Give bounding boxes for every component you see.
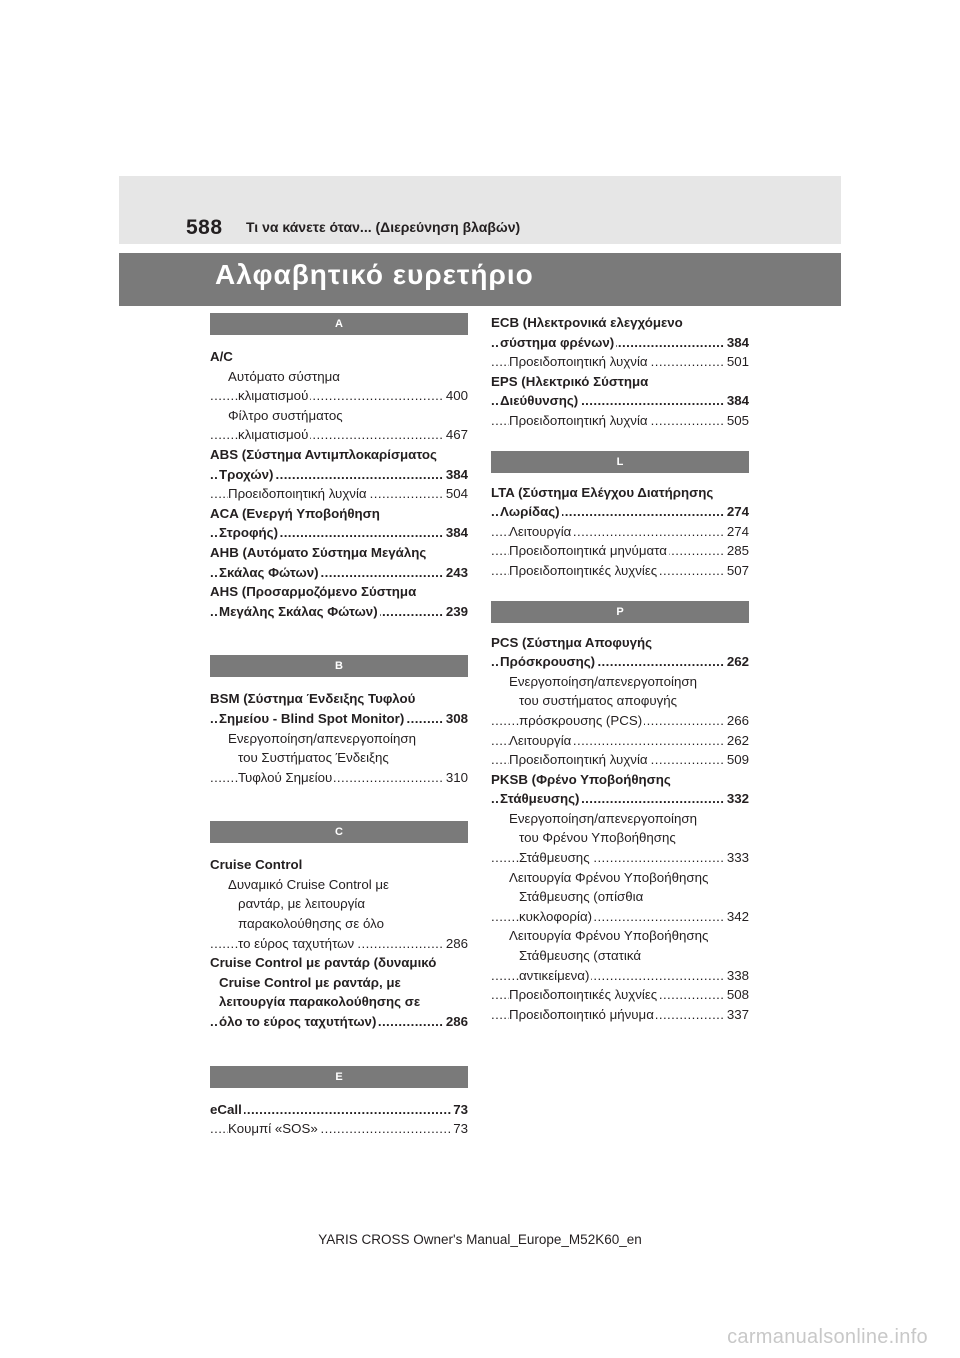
index-entry — [491, 541, 749, 561]
section-letter-bar: A — [210, 313, 468, 335]
index-entry-text: Στάθμευσης (στατικά — [519, 948, 642, 964]
index-entry — [210, 523, 468, 543]
index-entry — [491, 789, 749, 809]
section-letter-bar: P — [491, 601, 749, 623]
index-entry — [491, 809, 749, 829]
chapter-title: Τι να κάνετε όταν... (Διερεύνηση βλαβών) — [246, 219, 521, 235]
index-entry-text: Προειδοποιητικό μήνυμα — [509, 1006, 654, 1022]
index-entry-page: 467 — [444, 425, 468, 445]
index-entry-text: EPS (Ηλεκτρικό Σύστημα — [491, 373, 649, 389]
index-entry — [210, 543, 468, 563]
index-entry — [491, 750, 749, 770]
index-entry — [491, 985, 749, 1005]
index-entry-text: Διεύθυνσης) — [500, 393, 579, 409]
index-entry-text: Ενεργοποίηση/απενεργοποίηση — [228, 730, 417, 746]
index-entry-text: AHB (Αυτόματο Σύστημα Μεγάλης — [210, 544, 427, 560]
index-entry-text: PKSB (Φρένο Υποβοήθησης — [491, 771, 671, 787]
index-entry — [491, 391, 749, 411]
index-entry — [210, 445, 468, 465]
index-entry-page: 338 — [725, 966, 749, 986]
index-entry — [210, 386, 468, 406]
index-entry-text: Στροφής) — [219, 525, 279, 541]
index-entry-page: 333 — [725, 848, 749, 868]
index-entry — [491, 868, 749, 888]
index-entry-page: 384 — [725, 391, 749, 411]
index-entry — [491, 652, 749, 672]
index-entry-text: A/C — [210, 349, 233, 364]
index-entry-text: Cruise Control με ραντάρ (δυναμικό — [210, 955, 437, 971]
index-entry — [491, 731, 749, 751]
index-entry-text: ACA (Ενεργή Υποβοήθηση — [210, 505, 380, 521]
index-entry — [210, 914, 468, 934]
index-entry — [210, 465, 468, 485]
index-entry-text: Δυναμικό Cruise Control με — [228, 876, 389, 892]
index-entry-text: Λωρίδας) — [500, 504, 560, 520]
index-entry-text: Προειδοποιητικές λυχνίες — [509, 987, 658, 1003]
index-entry-page: 342 — [725, 907, 749, 927]
index-entry — [491, 561, 749, 581]
index-entry-text: ECB (Ηλεκτρονικά ελεγχόμενο — [491, 315, 683, 330]
index-entry-text: Λειτουργία — [509, 732, 572, 748]
index-entry-text: Κουμπί «SOS» — [228, 1121, 318, 1137]
index-entry — [210, 689, 468, 709]
index-entry-page: 274 — [725, 522, 749, 542]
index-entry — [210, 484, 468, 504]
index-entry — [210, 1012, 468, 1032]
index-entry-page: 505 — [725, 411, 749, 431]
index-entry — [210, 425, 468, 445]
index-entry-text: Προειδοποιητική λυχνία — [509, 752, 648, 768]
section-letter-bar: E — [210, 1066, 468, 1088]
index-entry-text: PCS (Σύστημα Αποφυγής — [491, 634, 653, 650]
index-entry-text: Προειδοποιητική λυχνία — [509, 354, 648, 370]
index-entry-text: το εύρος ταχυτήτων — [238, 935, 355, 951]
index-entry — [491, 633, 749, 653]
index-entry — [210, 934, 468, 954]
index-entry — [491, 1005, 749, 1025]
index-entry — [491, 372, 749, 392]
index-entry-page: 384 — [725, 333, 749, 353]
index-entry-text: LTA (Σύστημα Ελέγχου Διατήρησης — [491, 484, 714, 500]
index-entry-text: του συστήματος αποφυγής — [519, 693, 678, 709]
index-entry-text: ραντάρ, με λειτουργία — [238, 896, 366, 912]
index-entry — [210, 602, 468, 622]
index-column-left — [210, 313, 468, 1139]
index-entry-page: 507 — [725, 561, 749, 581]
index-entry-text: κλιματισμού — [238, 388, 309, 404]
page-number: 588 — [186, 216, 223, 239]
index-entry — [210, 709, 468, 729]
index-entry-text: BSM (Σύστημα Ένδειξης Τυφλού — [210, 691, 416, 707]
index-entry — [491, 711, 749, 731]
index-entry-text: Λειτουργία Φρένου Υποβοήθησης — [509, 869, 709, 885]
index-entry — [491, 313, 749, 333]
index-entry — [210, 367, 468, 387]
index-entry — [210, 347, 468, 367]
index-entry-text: Ενεργοποίηση/απενεργοποίηση — [509, 673, 698, 689]
index-entry-page: 73 — [451, 1100, 468, 1120]
index-entry-text: Προειδοποιητικά μηνύματα — [509, 543, 667, 559]
index-entry-text: Προειδοποιητική λυχνία — [509, 412, 648, 428]
index-entry-text: σύστημα φρένων) — [500, 334, 615, 350]
index-entry — [491, 907, 749, 927]
index-entry-text: Στάθμευσης) — [500, 791, 580, 807]
index-entry-text: Προειδοποιητικές λυχνίες — [509, 562, 658, 578]
index-entry-page: 243 — [444, 563, 468, 583]
index-entry-text: Cruise Control με ραντάρ, με — [219, 974, 401, 990]
index-entry-text: Τυφλού Σημείου — [238, 769, 333, 785]
index-entry — [210, 406, 468, 426]
index-entry-text: Λειτουργία Φρένου Υποβοήθησης — [509, 928, 709, 944]
index-entry — [491, 848, 749, 868]
index-entry — [491, 770, 749, 790]
index-entry-page: 239 — [444, 602, 468, 622]
index-entry — [210, 563, 468, 583]
page-heading: Αλφαβητικό ευρετήριο — [215, 259, 534, 290]
index-entry-page: 73 — [451, 1119, 468, 1139]
index-entry — [210, 748, 468, 768]
index-entry-text: Στάθμευσης — [519, 850, 590, 866]
index-entry-page: 337 — [725, 1005, 749, 1025]
index-entry-page: 400 — [444, 386, 468, 406]
index-entry — [210, 992, 468, 1012]
index-entry-page: 266 — [725, 711, 749, 731]
index-entry — [210, 855, 468, 875]
index-entry-text: Λειτουργία — [509, 523, 572, 539]
index-entry-page: 384 — [444, 465, 468, 485]
index-entry-page: 310 — [444, 768, 468, 788]
index-entry-text: Προειδοποιητική λυχνία — [228, 486, 367, 502]
index-entry-page: 286 — [444, 1012, 468, 1032]
index-entry-text: Σημείου - Blind Spot Monitor) — [219, 710, 405, 726]
index-entry — [491, 926, 749, 946]
index-entry-text: Τροχών) — [219, 466, 274, 482]
index-entry — [491, 502, 749, 522]
index-entry — [210, 768, 468, 788]
index-entry-page: 384 — [444, 523, 468, 543]
index-entry-text: AHS (Προσαρμοζόμενο Σύστημα — [210, 584, 417, 600]
index-entry — [210, 875, 468, 895]
watermark: carmanualsonline.info — [727, 1326, 928, 1348]
index-entry-text: Φίλτρο συστήματος — [228, 407, 343, 423]
index-entry — [210, 894, 468, 914]
index-entry-text: Αυτόματο σύστημα — [228, 368, 340, 384]
index-entry — [491, 352, 749, 372]
index-entry-text: ABS (Σύστημα Αντιμπλοκαρίσματος — [210, 446, 437, 462]
index-entry-text: eCall — [210, 1101, 242, 1117]
manual-footer: YARIS CROSS Owner's Manual_Europe_M52K60_en — [318, 1232, 642, 1247]
index-entry-text: του Συστήματος Ένδειξης — [238, 750, 389, 766]
section-letter-bar: B — [210, 655, 468, 677]
index-entry-text: κλιματισμού — [238, 427, 309, 443]
index-entry — [491, 691, 749, 711]
index-entry-text: Πρόσκρουσης) — [500, 654, 596, 670]
index-entry-page: 504 — [444, 484, 468, 504]
index-entry-text: του Φρένου Υποβοήθησης — [519, 830, 676, 846]
index-entry-page: 501 — [725, 352, 749, 372]
index-entry-page: 274 — [725, 502, 749, 522]
index-entry — [210, 1100, 468, 1120]
index-entry — [210, 582, 468, 602]
index-entry-text: Μεγάλης Σκάλας Φώτων) — [219, 603, 378, 619]
index-entry — [491, 522, 749, 542]
index-entry-text: πρόσκρουσης (PCS) — [519, 712, 643, 728]
index-entry — [210, 729, 468, 749]
index-entry — [491, 946, 749, 966]
index-entry-text: Στάθμευσης (οπίσθια — [519, 889, 644, 905]
index-entry — [210, 504, 468, 524]
index-entry-text: Σκάλας Φώτων) — [219, 564, 319, 580]
index-entry-page: 286 — [444, 934, 468, 954]
index-entry-text: όλο το εύρος ταχυτήτων) — [219, 1014, 377, 1030]
index-entry — [210, 1119, 468, 1139]
index-entry-page: 508 — [725, 985, 749, 1005]
index-entry — [491, 333, 749, 353]
index-entry-text: κυκλοφορία) — [519, 908, 593, 924]
index-column-right — [491, 313, 749, 1024]
index-entry — [491, 828, 749, 848]
index-entry-text: λειτουργία παρακολούθησης σε — [219, 994, 421, 1010]
index-entry — [491, 966, 749, 986]
index-entry — [491, 887, 749, 907]
index-entry — [491, 672, 749, 692]
index-entry-page: 285 — [725, 541, 749, 561]
index-entry-text: παρακολούθησης σε όλο — [238, 916, 384, 932]
index-entry — [491, 483, 749, 503]
index-entry-text: Ενεργοποίηση/απενεργοποίηση — [509, 810, 698, 826]
index-entry — [210, 973, 468, 993]
index-entry — [210, 953, 468, 973]
index-entry-text: Cruise Control — [210, 857, 303, 873]
section-letter-bar: L — [491, 451, 749, 473]
index-entry-page: 262 — [725, 652, 749, 672]
section-letter-bar: C — [210, 821, 468, 843]
index-entry — [491, 411, 749, 431]
index-entry-page: 509 — [725, 750, 749, 770]
index-entry-page: 308 — [444, 709, 468, 729]
index-entry-page: 332 — [725, 789, 749, 809]
index-entry-text: αντικείμενα) — [519, 967, 590, 983]
index-entry-page: 262 — [725, 731, 749, 751]
